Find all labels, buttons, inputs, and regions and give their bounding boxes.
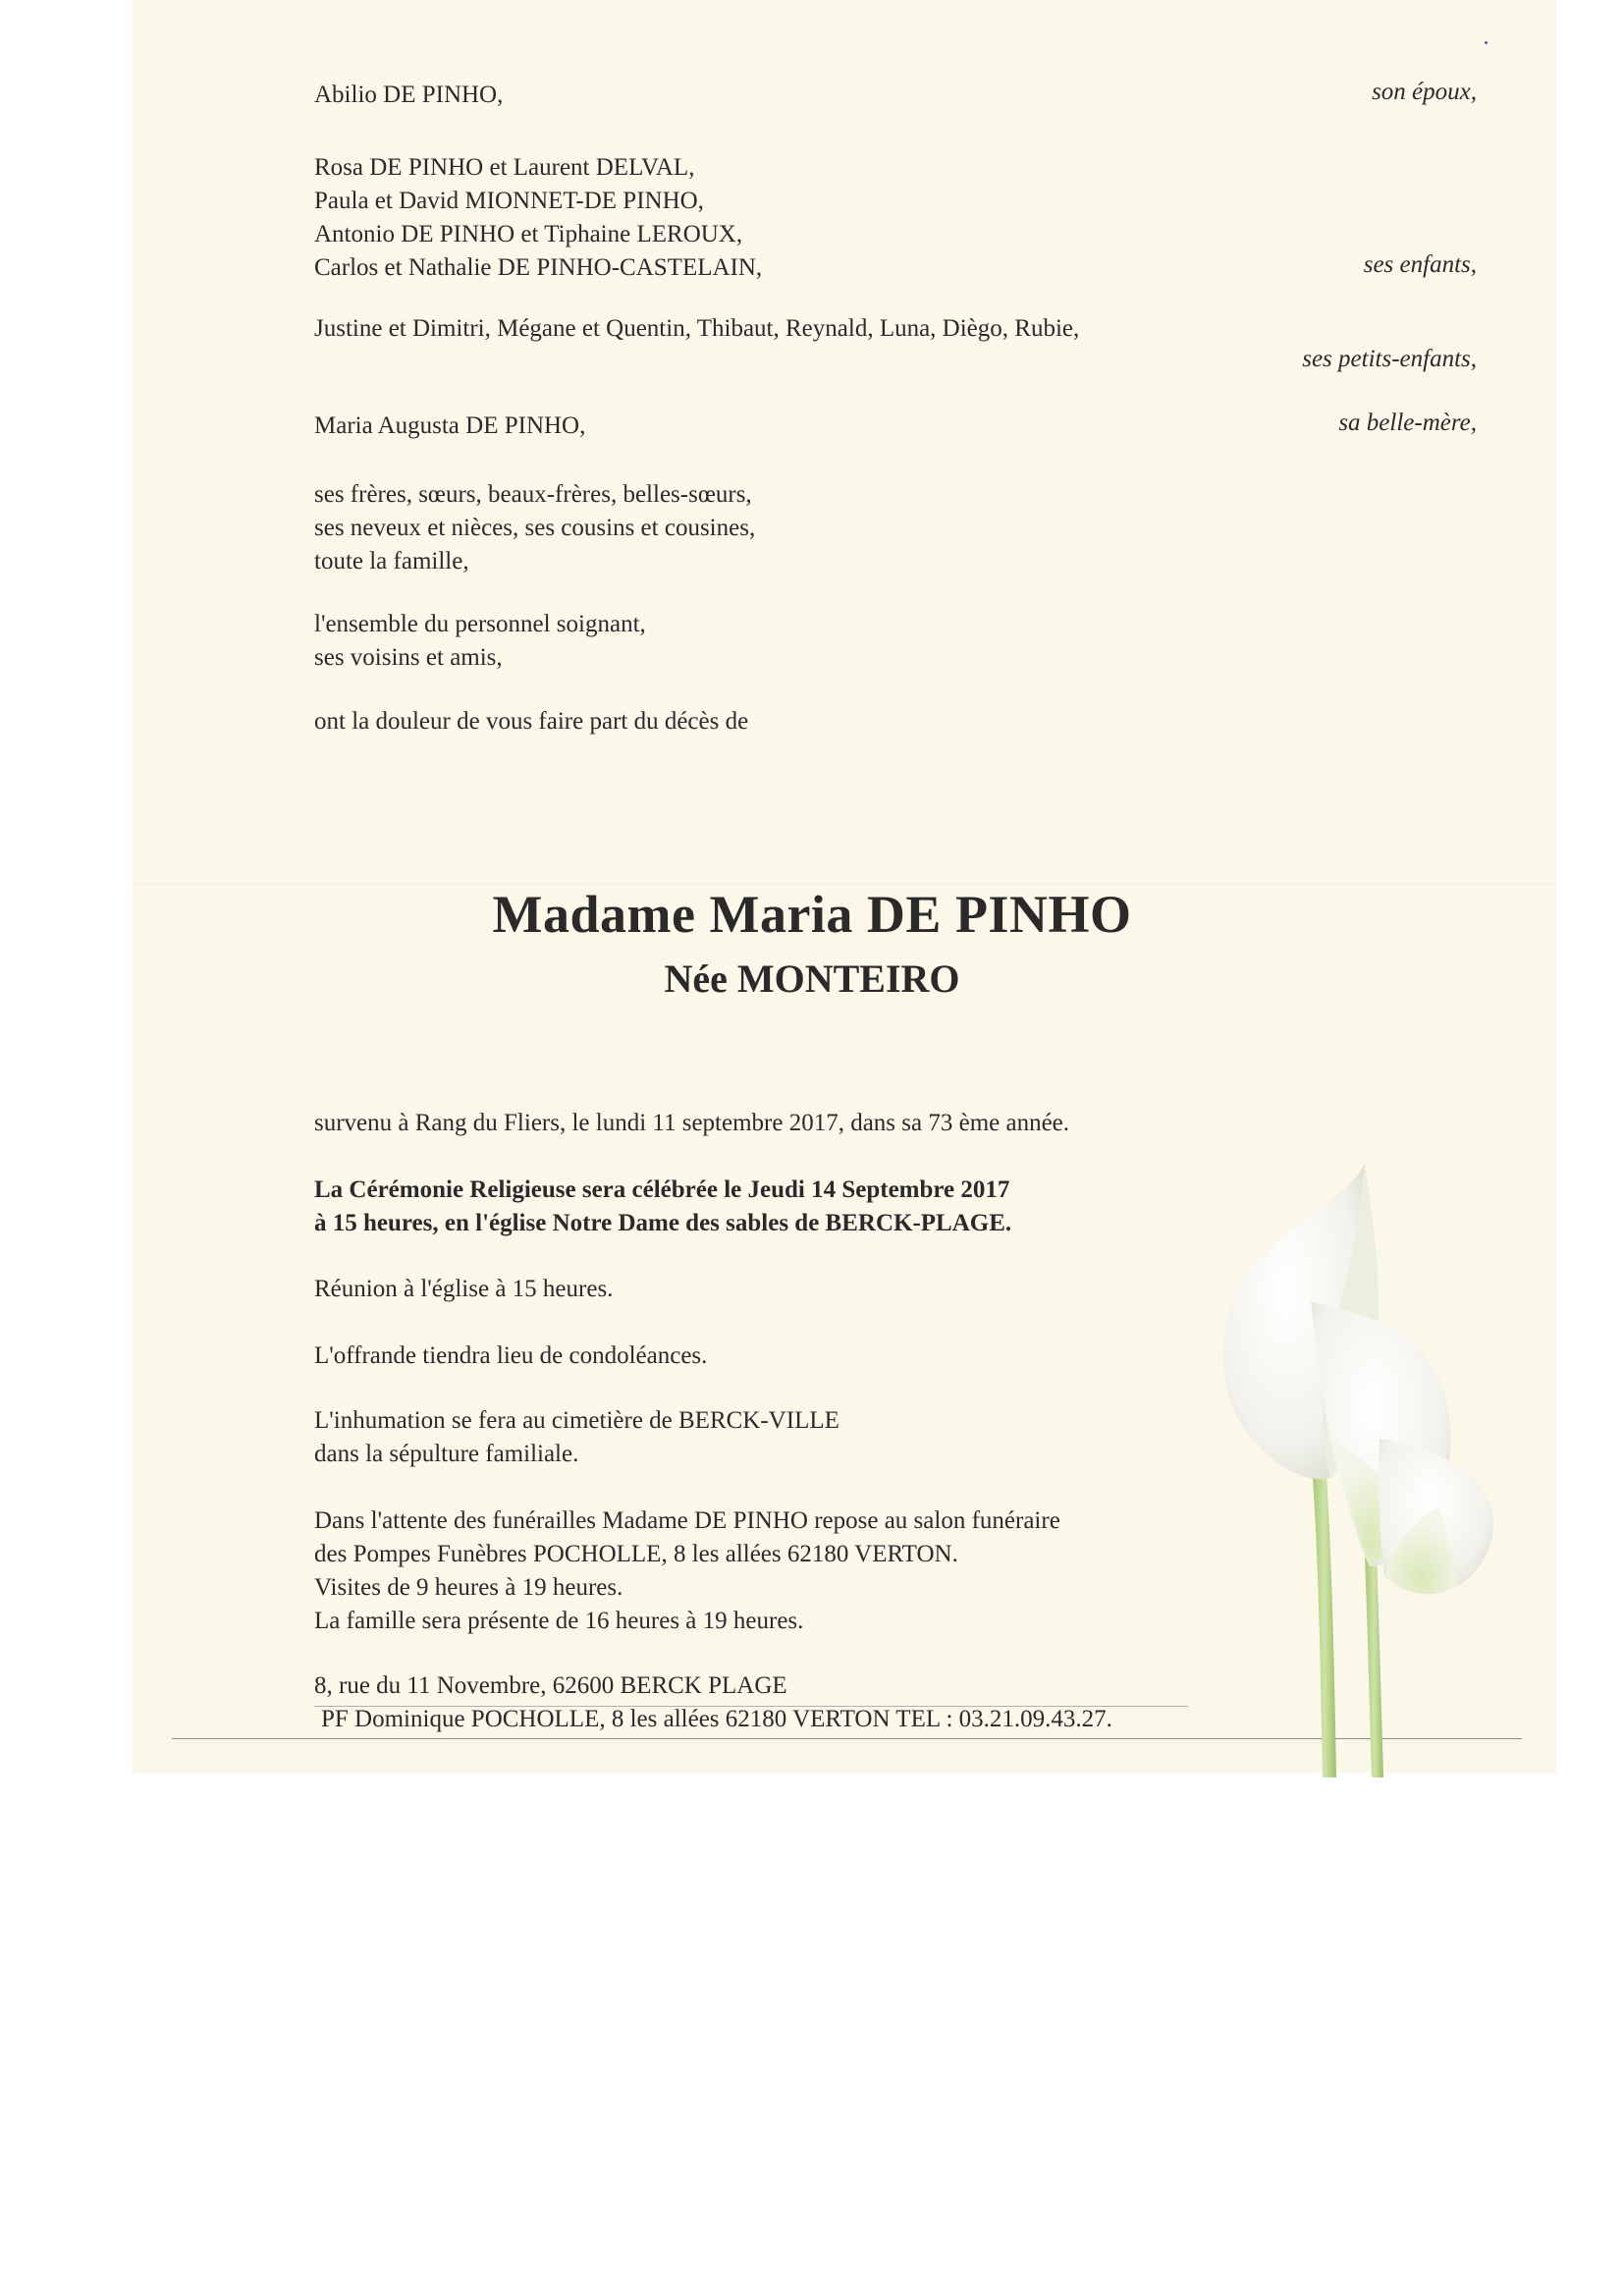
rest-line-1: Dans l'attente des funérailles Madame DE PINHO repose au salon funéraire [314,1507,1060,1534]
burial-line-1: L'inhumation se fera au cimetière de BERCK-VILLE [314,1407,839,1434]
rest-line-2: des Pompes Funèbres POCHOLLE, 8 les allées 62180 VERTON. [314,1541,958,1567]
family-line-friends: ses voisins et amis, [314,644,503,671]
family-address: 8, rue du 11 Novembre, 62600 BERCK PLAGE [314,1672,787,1699]
visits-info: Visites de 9 heures à 19 heures. [314,1574,623,1601]
family-line-mother-in-law: Maria Augusta DE PINHO, [314,412,586,439]
deceased-maiden-name: Née MONTEIRO [664,957,960,1001]
family-line-child-4: Carlos et Nathalie DE PINHO-CASTELAIN, [314,254,763,281]
lily-stem-1 [1313,1478,1336,1777]
offering-info: L'offrande tiendra lieu de condoléances. [314,1342,708,1369]
family-line-child-3: Antonio DE PINHO et Tiphaine LEROUX, [314,221,743,247]
role-spouse: son époux, [1372,79,1477,105]
family-line-child-2: Paula et David MIONNET-DE PINHO, [314,188,704,214]
family-line-grandchildren: Justine et Dimitri, Mégane et Quentin, Thibaut, Reynald, Luna, Diègo, Rubie, [314,315,1080,342]
family-presence-info: La famille sera présente de 16 heures à 19 heures. [314,1608,804,1634]
announcement-intro: ont la douleur de vous faire part du décès de [314,708,749,735]
deceased-name: Madame Maria DE PINHO [492,885,1132,944]
family-line-nephews: ses neveux et nièces, ses cousins et cousines, [314,515,756,541]
family-line-staff: l'ensemble du personnel soignant, [314,611,646,637]
death-details: survenu à Rang du Fliers, le lundi 11 septembre 2017, dans sa 73 ème année. [314,1110,1070,1136]
burial-line-2: dans la sépulture familiale. [314,1441,579,1467]
funeral-home-info: PF Dominique POCHOLLE, 8 les allées 62180 VERTON TEL : 03.21.09.43.27. [321,1706,1112,1732]
role-grandchildren: ses petits-enfants, [1302,346,1477,372]
family-line-spouse: Abilio DE PINHO, [314,82,504,108]
role-mother-in-law: sa belle-mère, [1338,410,1477,436]
family-line-child-1: Rosa DE PINHO et Laurent DELVAL, [314,154,695,181]
family-line-family: toute la famille, [314,548,469,574]
meeting-info: Réunion à l'église à 15 heures. [314,1276,614,1302]
calla-lily-image [1173,1144,1507,1777]
scan-speck [1485,41,1488,44]
ceremony-line-1: La Cérémonie Religieuse sera célébrée le Jeudi 14 Septembre 2017 [314,1176,1010,1203]
ceremony-line-2: à 15 heures, en l'église Notre Dame des sables de BERCK-PLAGE. [314,1210,1012,1236]
lily-stem-2 [1365,1557,1383,1777]
role-children: ses enfants, [1363,251,1477,278]
family-line-siblings: ses frères, sœurs, beaux-frères, belles-sœurs, [314,481,752,508]
